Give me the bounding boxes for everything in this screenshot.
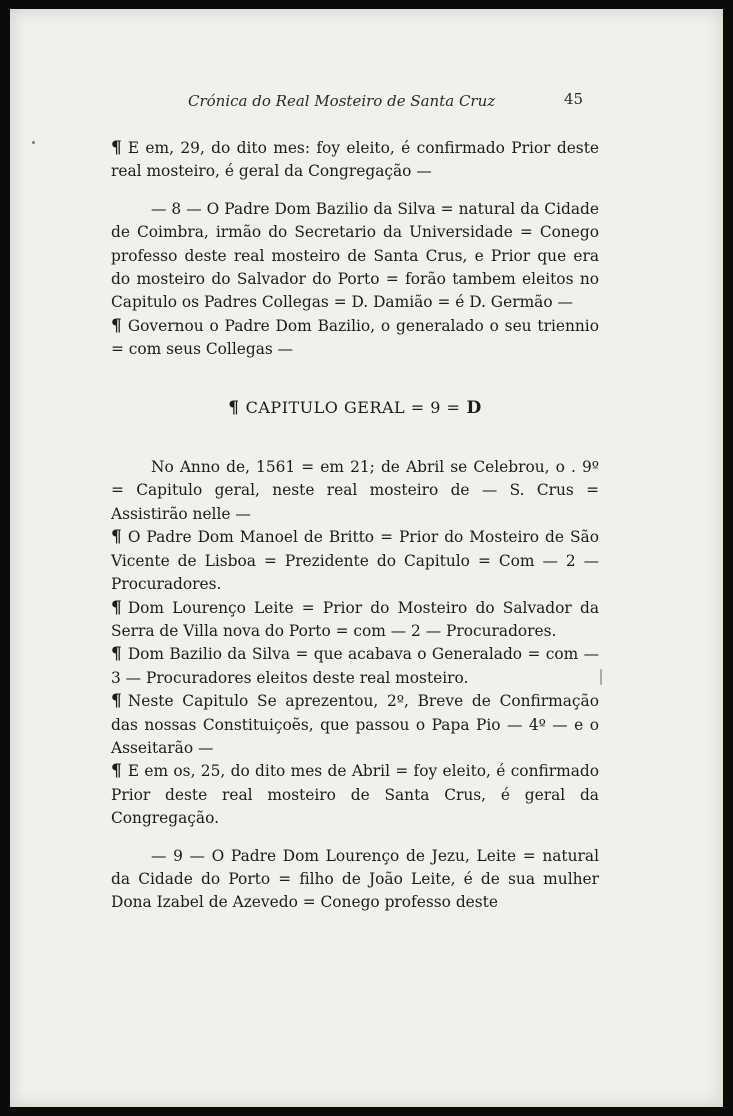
document-page (10, 9, 723, 1107)
pilcrow-mark: ¶ (228, 397, 240, 418)
paragraph: ¶ E em os, 25, do dito mes de Abril = foy eleito, é confirmado Prior deste real mosteiro de Santa Crus, é geral da Congregação. (111, 761, 599, 828)
paragraph: — 9 — O Padre Dom Lourenço de Jezu, Leite = natural da Cidade do Porto = filho de João Leite, é de sua mulher Dona Izabel de Azevedo = Conego professo deste (111, 846, 599, 912)
paragraph: No Anno de, 1561 = em 21; de Abril se Celebrou, o . 9º = Capitulo geral, neste real mosteiro de — S. Crus = Assistirão nelle — (111, 458, 599, 523)
page-number: 45 (564, 90, 584, 108)
pilcrow-mark: ¶ (111, 138, 122, 158)
end-mark: D (466, 397, 482, 418)
pilcrow-mark: ¶ (111, 691, 122, 712)
pilcrow-mark: ¶ (111, 761, 122, 782)
running-header: Crónica do Real Mosteiro de Santa Cruz (188, 92, 496, 110)
paragraph: — 8 — O Padre Dom Bazilio da Silva = natural da Cidade de Coimbra, irmão do Secretario da Universidade = Conego professo deste real mosteiro de Santa Crus, e Prior que era do mosteiro do Salvador do Porto = forão tambem eleitos no Capitulo os Padres Collegas = D. Damião = é D. Germão — (111, 199, 599, 312)
paragraph: ¶ O Padre Dom Manoel de Britto = Prior do Mosteiro de São Vicente de Lisboa = Prezidente do Capitulo = Com — 2 — Procuradores. (111, 527, 599, 594)
pilcrow-mark: ¶ (111, 597, 122, 618)
paragraph: ¶ Dom Bazilio da Silva = que acabava o Generalado = com — 3 — Procuradores eleitos deste real mosteiro. (111, 644, 599, 687)
pilcrow-mark: ¶ (111, 527, 122, 548)
pilcrow-mark: ¶ (111, 315, 122, 336)
paper-speck (600, 669, 602, 685)
body-text (111, 137, 599, 915)
pilcrow-mark: ¶ (111, 644, 122, 665)
section-heading: ¶ CAPITULO GERAL = 9 = D (228, 397, 482, 418)
paper-speck (32, 141, 35, 144)
paragraph: ¶ Neste Capitulo Se aprezentou, 2º, Breve de Confirmação das nossas Constituiçoẽs, que passou o Papa Pio — 4º — e o Asseitarão — (111, 691, 599, 757)
paragraph: ¶ E em, 29, do dito mes: foy eleito, é confirmado Prior deste real mosteiro, é geral da Congregação — (111, 138, 599, 181)
paragraph: ¶ Dom Lourenço Leite = Prior do Mosteiro do Salvador da Serra de Villa nova do Porto = com — 2 — Procuradores. (111, 597, 599, 640)
paragraph: ¶ Governou o Padre Dom Bazilio, o generalado o seu triennio = com seus Collegas — (111, 315, 599, 359)
